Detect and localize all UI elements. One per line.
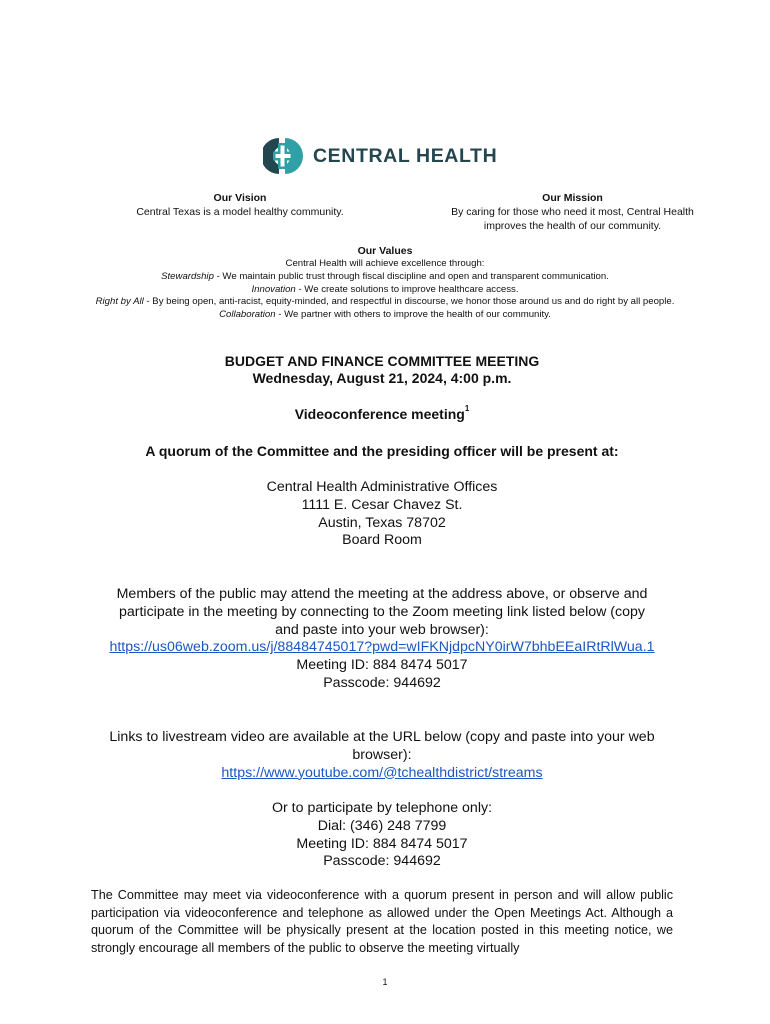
livestream-block <box>60 729 704 782</box>
value-item-right-by-all <box>20 296 750 309</box>
value-text: - We maintain public trust through fiscal discipline and open and transparent communication. <box>213 270 609 282</box>
youtube-stream-link[interactable]: https://www.youtube.com/@tchealthdistrict/streams <box>221 764 543 781</box>
central-health-logo <box>263 135 508 177</box>
vision-block <box>95 191 385 219</box>
telephone-block <box>60 800 704 871</box>
vision-heading: Our Vision <box>213 192 267 204</box>
telephone-dial: Dial: (346) 248 7799 <box>317 817 447 834</box>
zoom-meeting-link[interactable]: https://us06web.zoom.us/j/88484745017?pwd=wIFKNjdpcNY0irW7bhbEEaIRtRlWua.1 <box>109 639 655 656</box>
telephone-intro: Or to participate by telephone only: <box>271 800 493 816</box>
zoom-passcode: Passcode: 944692 <box>323 674 441 691</box>
address-line-2: 1111 E. Cesar Chavez St. <box>301 496 463 513</box>
public-access-block <box>60 586 704 693</box>
value-text: - We create solutions to improve healthcare access. <box>295 283 519 295</box>
central-health-logo-icon <box>263 135 305 177</box>
meeting-datetime: Wednesday, August 21, 2024, 4:00 p.m. <box>252 370 512 386</box>
meeting-address <box>60 479 704 550</box>
value-text: - We partner with others to improve the health of our community. <box>275 309 551 321</box>
values-intro: Central Health will achieve excellence through: <box>285 258 485 269</box>
telephone-meeting-id: Meeting ID: 884 8474 5017 <box>296 835 468 852</box>
zoom-meeting-id: Meeting ID: 884 8474 5017 <box>296 657 468 674</box>
address-line-4: Board Room <box>342 532 422 549</box>
footnote-mark: 1 <box>464 404 470 413</box>
value-term: Right by All <box>95 296 144 308</box>
quorum-statement: A quorum of the Committee and the presiding officer will be present at: <box>145 443 619 459</box>
value-text: - By being open, anti-racist, equity-minded, and respectful in discourse, we honor those around us and do right by all people. <box>143 296 675 308</box>
videoconference-paragraph: The Committee may meet via videoconference with a quorum present in person and will allow public participation via videoconference and telephone as allowed under the Open Meetings Act. Although a quorum of the Committee will be physically present at the location posted in this meeting notice, we strongly encourage all members of the public to observe the meeting virtually <box>91 888 673 955</box>
values-heading: Our Values <box>357 245 413 257</box>
value-term: Innovation <box>251 283 296 295</box>
value-item-stewardship <box>60 271 710 284</box>
address-line-3: Austin, Texas 78702 <box>318 514 446 531</box>
livestream-line-1: Links to livestream video are available at the URL below (copy and paste into your web <box>109 729 655 745</box>
value-term: Stewardship <box>161 270 214 282</box>
mission-text-line-2: improves the health of our community. <box>483 220 662 232</box>
telephone-passcode: Passcode: 944692 <box>323 853 441 870</box>
value-item-innovation <box>60 284 710 297</box>
livestream-line-2: browser): <box>352 746 412 763</box>
meeting-title-block <box>60 353 704 387</box>
public-access-line-3: and paste into your web browser): <box>275 621 489 638</box>
value-term: Collaboration <box>219 309 276 321</box>
public-access-line-2: participate in the meeting by connecting to the Zoom meeting link listed below (copy <box>118 603 645 620</box>
logo-wordmark: CENTRAL HEALTH <box>313 145 498 167</box>
public-access-line-1: Members of the public may attend the meeting at the address above, or observe and <box>116 586 648 602</box>
value-item-collaboration <box>60 309 710 322</box>
page-number: 1 <box>382 977 388 987</box>
meeting-type-text: Videoconference meeting <box>294 406 465 422</box>
meeting-title: BUDGET AND FINANCE COMMITTEE MEETING <box>224 353 540 369</box>
vision-text: Central Texas is a model healthy community. <box>136 206 344 218</box>
mission-block <box>400 191 745 233</box>
values-block <box>60 244 710 322</box>
address-line-1: Central Health Administrative Offices <box>266 479 498 495</box>
mission-heading: Our Mission <box>542 192 603 204</box>
meeting-type <box>60 406 704 422</box>
mission-text-line-1: By caring for those who need it most, Central Health <box>451 206 694 218</box>
